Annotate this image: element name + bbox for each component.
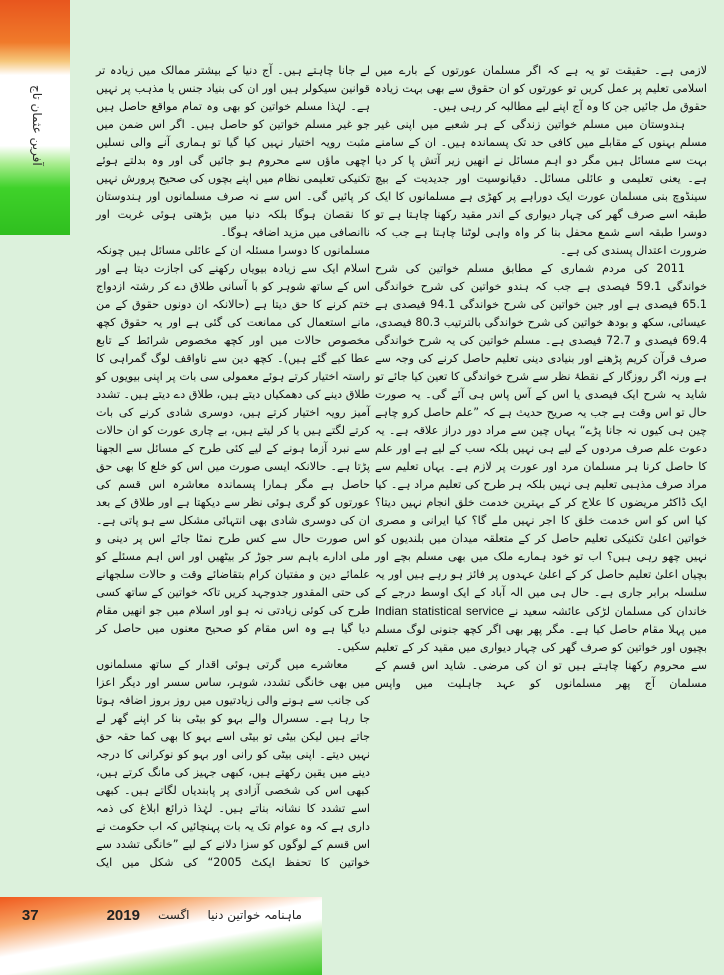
magazine-name: ماہنامہ خواتین دنیا xyxy=(207,908,302,922)
paragraph: مسلمانوں کا دوسرا مسئلہ ان کے عائلی مسائل ہیں چونکہ اسلام ایک سے زیادہ بیویاں رکھنے کی اجازت دیتا ہے اور اس کے ساتھ شوہر کو با آسانی طلاق دے کر رشتہ ازدواج ختم کرنے کا حق دیتا ہے (حالانکہ ان دونوں حقوق کے من مانے استعمال کی ممانعت کی گئی ہے اور یہ حقوق کچھ مخصوص حالات میں اور کچھ مخصوص شرائط کے تابع عطا کیے گئے ہیں)۔ کچھ دین سے ناواقف لوگ گمراہی کا راستہ اختیار کرتے ہوئے معمولی سی بات پر اپنی بیویوں کو طلاق دینے کی دھمکیاں دیتے ہیں، طلاق دے دیتے ہیں۔ تشدد آمیز رویہ اختیار کرتے ہیں، دوسری شادی کرنے کی بات کرتے لگتے ہیں یا کر لیتے ہیں، بے چاری عورت کو ان حالات سے نبرد آزما ہونے کے لیے کئی طرح کے مسائل سے الجھنا پڑتا ہے۔ حالانکہ ایسی صورت میں اس کو خلع کا بھی حق حاصل ہے مگر ہمارا پسماندہ معاشرہ اس قسم کی عورتوں کو گری ہوئی نظر سے دیکھتا ہے اور طلاق کے بعد ان کی دوسری شادی بھی انتہائی مشکل سے ہو پاتی ہے۔ اس صورت حال سے کس طرح نمٹا جائے اس پر دینی و ملی ادارے باہم سر جوڑ کر بیٹھیں اور اس اہم مسئلے کو علمائے دین و مفتیان کرام بتقاضائے وقت و حالات سلجھانے کی حتی المقدور جدوجہد کریں تاکہ خواتین کے ساتھ کسی طرح کی کوئی زیادتی نہ ہو اور اسلام میں جو انھیں مقام دیا گیا ہے وہ اس مقام کو صحیح معنوں میں حاصل کر سکیں۔ xyxy=(96,244,370,653)
paragraph-text: میں پہلا مقام حاصل کیا ہے۔ مگر پھر بھی اگر کچھ جنونی لوگ مسلم بچیوں اور خواتین کو صرف گھر کی چہار دیواری میں مقید کر کے تعلیم سے محروم رکھنا چاہتے ہیں تو ان کی مرضی۔ شاید اس قسم کے مسلمان آج پھر مسلمانوں کو عہد جاہلیت میں واپس xyxy=(375,623,707,690)
side-title-text: آفرین عثمان تاج xyxy=(30,84,44,166)
paragraph xyxy=(375,260,707,693)
side-title xyxy=(22,70,52,180)
english-term: Indian statistical service xyxy=(375,604,504,618)
paragraph: معاشرے میں گرتی ہوئی اقدار کے ساتھ مسلمانوں میں بھی خانگی تشدد، شوہر، ساس سسر اور دیگر اعزا کی جانب سے ہونے والی زیادتیوں میں روز بروز اضافہ ہوتا جا رہا ہے۔ سسرال والے بہو کو بیٹی بنا کر اپنے گھر لے جاتے ہیں لیکن بیٹی تو بیٹی اسے بہو کا بھی کما حقہ حق نہیں دیتے۔ اپنی بیٹی کو رانی اور بہو کو نوکرانی کا درجہ دینے میں یقین رکھتے ہیں، کبھی جہیز کی مانگ کرتے ہیں، کبھی اس کی شخصی آزادی پر پابندیاں لگاتے ہیں۔ کبھی اسے تشدد کا نشانہ بناتے ہیں۔ لہٰذا ذرائع ابلاغ کی ذمہ داری ہے کہ وہ عوام تک یہ بات پہنچائیں کہ اب حکومت نے اس قسم کے لوگوں کو سزا دلانے کے لیے ”خانگی تشدد سے خواتین کا تحفظ ایکٹ 2005“ کی شکل میں ایک xyxy=(96,658,370,869)
article-column-left xyxy=(96,62,370,872)
article-column-right xyxy=(375,62,707,693)
paragraph: لازمی ہے۔ حقیقت تو یہ ہے کہ اگر مسلمان عورتوں کے بارے میں اسلامی تعلیم پر عمل کریں تو عورتوں کو ان حقوق سے بھی بہت زیادہ حقوق مل جائیں جن کا وہ آج اپنے لیے مطالبہ کر رہی ہیں۔ xyxy=(375,64,707,113)
page-number: 37 xyxy=(21,906,39,924)
issue-month: اگست xyxy=(157,908,190,922)
issue-year: 2019 xyxy=(106,906,140,924)
paragraph-text: 2011 کی مردم شماری کے مطابق مسلم خواتین کی شرح خواندگی 59.1 فیصدی ہے جب کہ ہندو خواتین کی شرح خواندگی 65.1 فیصدی ہے اور جین خواتین کی شرح خواندگی 94.1 فیصدی ہے عیسائی، سکھ و بودھ خواتین کی شرح خواندگی بالترتیب 80.3 فیصدی، 69.4 فیصدی و 72.7 فیصدی ہے۔ مسلم خواتین کی یہ شرح خواندگی صرف قرآن کریم پڑھنے اور بنیادی دینی تعلیم حاصل کرنے کی وجہ سے ہے ورنہ اگر روزگار کے نقطۂ نظر سے شرح خواندگی کا تعین کیا جائے تو شاید یہ شرح ایک فیصدی یا اس کے آس پاس ہی آئے گی۔ یہ صورت حال تو اس وقت ہے جب یہ صریح حدیث ہے کہ ”علم حاصل کرو چاہے چین ہی کیوں نہ جانا پڑے“ یہاں چین سے مراد دور دراز علاقہ ہے۔ یہ دعوت علم صرف مردوں کے لیے ہی نہیں بلکہ سب کے لیے ہے اور علم کا حاصل کرنا ہر مسلمان مرد اور عورت پر لازم ہے۔ یہاں تعلیم سے مراد صرف مذہبی تعلیم ہی نہیں بلکہ ہر طرح کی تعلیم مراد ہے۔ کیا ایک ڈاکٹر مریضوں کا علاج کر کے بہترین خدمت خلق انجام نہیں دیتا؟ کیا اس کو اس خدمت خلق کا اجر نہیں ملے گا؟ کیا ایرانی و مصری خواتین اعلیٰ تکنیکی تعلیم حاصل کر کے متعلقہ میدان میں بلندیوں کو نہیں چھو رہی ہیں؟ اب تو خود ہمارے ملک میں بھی مسلم بچے اور بچیاں اعلیٰ تعلیم حاصل کر کے اعلیٰ عہدوں پر فائز ہو رہے ہیں اور یہ سلسلہ برابر جاری ہے۔ حال ہی میں الہ آباد کے ایک اوسط درجے کے خاندان کی مسلمان لڑکی عائشہ سعید نے xyxy=(375,262,708,618)
paragraph: لے جانا چاہتے ہیں۔ آج دنیا کے بیشتر ممالک میں زیادہ تر قوانین سیکولر ہیں اور ان کی بنیاد جنس یا مذہب پر نہیں ہے۔ لہٰذا مسلم خواتین کو بھی وہ تمام مواقع حاصل ہیں جو غیر مسلم خواتین کو حاصل ہیں۔ اگر اس ضمن میں مثبت رویہ اختیار نہیں کیا گیا تو ہماری آنے والی نسلیں اچھی ماؤں سے محروم ہو جائیں گی اور وہ بدلتے ہوئے تکنیکی تعلیمی نظام میں اپنے بچوں کی صحیح پرورش نہیں کر پائیں گی۔ اس سے نہ صرف مسلمانوں اور ہندوستان کا نقصان ہوگا بلکہ دنیا میں بڑھتی ہوئی غربت اور ناانصافی میں مزید اضافہ ہوگا۔ xyxy=(96,64,370,239)
page-footer xyxy=(0,897,322,933)
paragraph: ہندوستان میں مسلم خواتین زندگی کے ہر شعبے میں اپنی غیر مسلم بہنوں کے مقابلے میں کافی حد تک پسماندہ ہیں۔ ان کے سامنے بہت سے مسائل ہیں مگر دو اہم مسائل نے انھیں زیر آتش پا کر دیا ہے۔ یعنی تعلیمی و عائلی مسائل۔ دقیانوسیت اور جدیدیت کے بیچ سینڈوچ بنی مسلمان عورت ایک دوراہے پر کھڑی ہے مسلمانوں کا ایک طبقہ اسے صرف گھر کی چہار دیواری کے اندر مقید رکھنا چاہتا ہے تو دوسرا طبقہ اسے شمع محفل بنا کر واہ واہی لوٹنا چاہتا ہے جب کہ ضرورت اعتدال پسندی کی ہے۔ xyxy=(375,118,707,257)
